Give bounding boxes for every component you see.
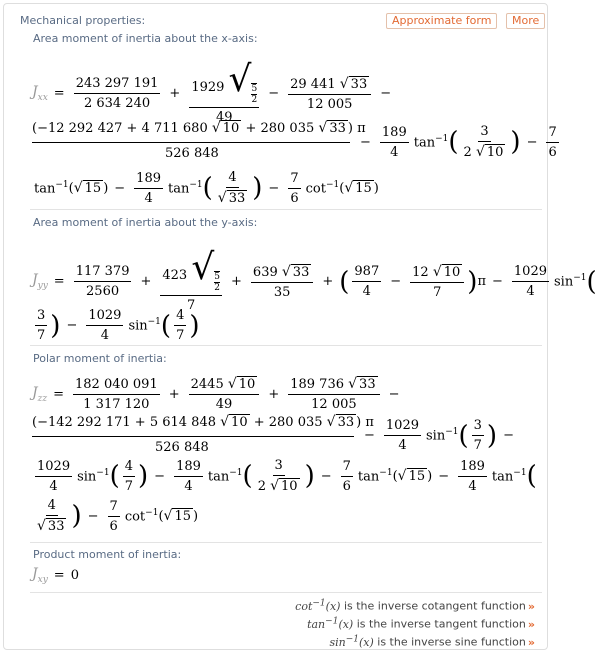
jxy-symbol: $J_{xy}$ <box>32 566 48 585</box>
jxy-value: 0 <box>70 567 79 583</box>
mechanical-properties-pod: Mechanical properties: Approximate form More Area moment of inertia about the x-axis: $J_{xx}$ = $\frac{243 297 191}{2 634 240}$ + 1929 √ $\frac{5}{2}$ 49 − 29 441 √ 33 12 005 − (−12 292 427 + 4 711 680 √ 10 + 280 035 √ 33 ) π 526 848 − $\frac{189}{4}$ $\tan^{-1}$ ( 3 2 √ 10 ) − $\frac{7}{6}$ $\tan^{-1}$ ( √ 15 ) − $\frac{189}{4}$ $\tan^{-1}$ ( 4 √ 33 ) − $\frac{7}{6}$ $\cot^{-1}$ ( √ 15 ) Area moment of inertia about the y-axis: $J_{yy}$ = $\frac{117 379}{2560}$ + 423 √ $\frac{5}{2}$ 7 + 639 √ 33 35 + ( $\frac{987}{4}$ − 12 √ 10 7 ) π − $\frac{1029}{4}$ $\sin^{-1}$ ( $\frac{3}{7}$ ) − $\frac{1029}{4}$ $\sin^{-1}$ ( $\frac{4}{7}$ ) Polar moment of inertia: $J_{zz}$ = $\frac{182 040 091}{1 317 120}$ + 2445 √ 10 49 + 189 736 √ 33 12 005 − (−142 292 171 + 5 614 848 √ 10 + 280 035 √ 33 ) π 526 848 − $\frac{1029}{4}$ $\sin^{-1}$ ( $\frac{3}{7}$ ) − $\frac{1029}{4}$ $\sin^{-1}$ ( $\frac{4}{7}$ ) − $\frac{189}{4}$ $\tan^{-1}$ ( 3 2 √ 10 ) − $\frac{7}{6}$ $\tan^{-1}$ ( √ 15 ) − $\frac{189}{4}$ $\tan^{-1}$ ( 4 √ 33 ) − $\frac{7}{6}$ $\cot^{-1}$ ( √ 15 ) Product moment of inertia: $J_{xy}$ = 0 $\cot^{-1}(x)$ is the inverse cotangent function » $\tan^{-1}(x)$ is the inverse tangent function » $\sin^{-1}(x)$ is the inverse sine function » <box>3 3 548 650</box>
jxx-symbol: $J_{xx}$ <box>32 84 48 103</box>
section-title-iz: Polar moment of inertia: <box>33 352 167 365</box>
footnote-sin[interactable]: $\sin^{-1}(x)$ is the inverse sine function » <box>329 634 535 649</box>
more-button[interactable]: More <box>506 13 545 29</box>
section-title-ix: Area moment of inertia about the x-axis: <box>33 32 258 45</box>
section-title-ip: Product moment of inertia: <box>33 548 182 561</box>
pod-title: Mechanical properties: <box>20 14 146 27</box>
footnote-tan[interactable]: $\tan^{-1}(x)$ is the inverse tangent function » <box>307 616 535 631</box>
section-title-iy: Area moment of inertia about the y-axis: <box>33 216 258 229</box>
jzz-symbol: $J_{zz}$ <box>32 384 48 404</box>
footnote-cot[interactable]: $\cot^{-1}(x)$ is the inverse cotangent function » <box>295 598 535 613</box>
jyy-symbol: $J_{yy}$ <box>32 272 48 291</box>
approximate-form-button[interactable]: Approximate form <box>386 13 497 29</box>
